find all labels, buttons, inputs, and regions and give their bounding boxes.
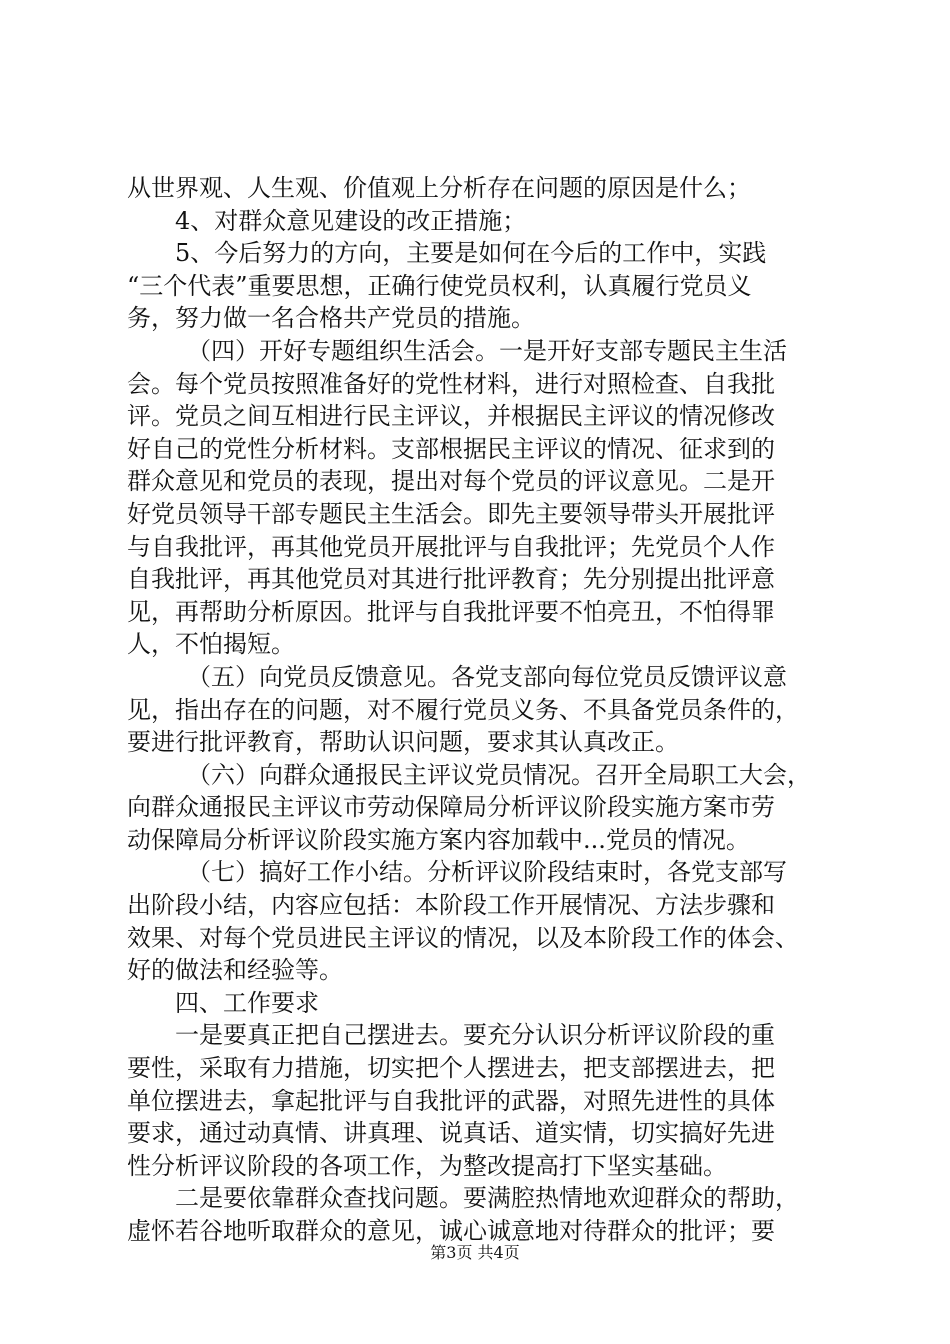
text-line: 向群众通报民主评议市劳动保障局分析评议阶段实施方案市劳	[127, 793, 775, 822]
text-line: 人，不怕揭短。	[127, 630, 295, 659]
text-line: 要性，采取有力措施，切实把个人摆进去，把支部摆进去，把	[127, 1054, 775, 1083]
text-line: 要进行批评教育，帮助认识问题，要求其认真改正。	[127, 728, 679, 757]
text-line: 4、对群众意见建设的改正措施；	[175, 206, 527, 235]
text-line: 自我批评，再其他党员对其进行批评教育；先分别提出批评意	[127, 565, 775, 594]
text-line: 见，再帮助分析原因。批评与自我批评要不怕亮丑，不怕得罪	[127, 597, 775, 626]
text-line: （四）开好专题组织生活会。一是开好支部专题民主生活	[187, 336, 787, 365]
section-heading: 四、工作要求	[175, 988, 319, 1017]
text-line: 好党员领导干部专题民主生活会。即先主要领导带头开展批评	[127, 499, 775, 528]
page-number-footer: 第3页 共4页	[430, 1243, 520, 1262]
text-line: 好的做法和经验等。	[127, 956, 343, 985]
text-line: 从世界观、人生观、价值观上分析存在问题的原因是什么；	[127, 174, 751, 202]
document-body	[127, 172, 837, 1248]
text-line: 单位摆进去，拿起批评与自我批评的武器，对照先进性的具体	[127, 1086, 775, 1115]
text-line: 一是要真正把自己摆进去。要充分认识分析评议阶段的重	[175, 1021, 775, 1050]
text-line: 评。党员之间互相进行民主评议，并根据民主评议的情况修改	[127, 402, 775, 431]
text-line: （五）向党员反馈意见。各党支部向每位党员反馈评议意	[187, 662, 787, 691]
text-line: （六）向群众通报民主评议党员情况。召开全局职工大会，	[187, 760, 811, 789]
text-line: 性分析评议阶段的各项工作，为整改提高打下坚实基础。	[127, 1151, 727, 1180]
text-line: 动保障局分析评议阶段实施方案内容加载中...党员的情况。	[127, 825, 750, 854]
text-line: 会。每个党员按照准备好的党性材料，进行对照检查、自我批	[127, 369, 775, 398]
text-line: 群众意见和党员的表现，提出对每个党员的评议意见。二是开	[127, 467, 775, 496]
text-line: 效果、对每个党员进民主评议的情况，以及本阶段工作的体会、	[127, 923, 799, 952]
text-line: 虚怀若谷地听取群众的意见，诚心诚意地对待群众的批评；要	[127, 1217, 775, 1245]
text-line: 与自我批评，再其他党员开展批评与自我批评；先党员个人作	[127, 532, 775, 561]
text-line: 见，指出存在的问题，对不履行党员义务、不具备党员条件的，	[127, 695, 799, 724]
text-line: 好自己的党性分析材料。支部根据民主评议的情况、征求到的	[127, 434, 775, 463]
text-line: 出阶段小结，内容应包括：本阶段工作开展情况、方法步骤和	[127, 891, 775, 920]
text-line: 二是要依靠群众查找问题。要满腔热情地欢迎群众的帮助，	[175, 1184, 799, 1213]
text-line: （七）搞好工作小结。分析评议阶段结束时，各党支部写	[187, 858, 787, 887]
text-line: 务，努力做一名合格共产党员的措施。	[127, 304, 535, 333]
text-line: “三个代表”重要思想，正确行使党员权利，认真履行党员义	[127, 271, 752, 300]
text-line: 5、今后努力的方向，主要是如何在今后的工作中，实践	[175, 239, 767, 268]
text-line: 要求，通过动真情、讲真理、说真话、道实情，切实搞好先进	[127, 1119, 775, 1148]
